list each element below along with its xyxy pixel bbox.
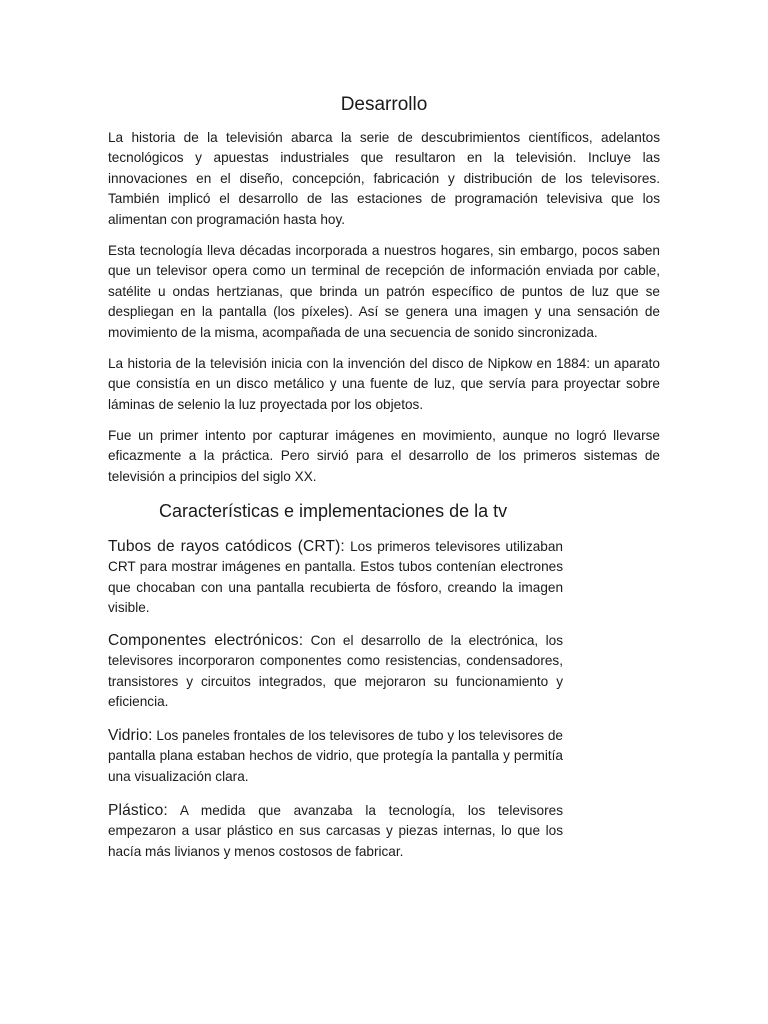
item-glass (108, 726, 563, 787)
paragraph-intro: La historia de la televisión abarca la serie de descubrimientos científicos, adelantos tecnológicos y apuestas industriales que resultaron en la televisión. Incluye las innovaciones en el diseño, concepción, fabricación y distribución de los televisores. También implicó el desarrollo de las estaciones de programación televisiva que los alimentan con programación hasta hoy. (108, 130, 660, 227)
item-text: A medida que avanzaba la tecnología, los televisores empezaron a usar plástico en sus carcasas y piezas internas, lo que los hacía más livianos y menos costosos de fabricar. (108, 803, 563, 859)
item-plastic (108, 801, 563, 862)
document-title: Desarrollo (340, 94, 428, 115)
item-crt (108, 537, 563, 619)
item-text: Con el desarrollo de la electrónica, los televisores incorporaron componentes como resistencias, condensadores, transistores y circuitos integrados, que mejoraron su funcionamiento y eficiencia. (108, 633, 563, 710)
paragraph-nipkow: La historia de la televisión inicia con la invención del disco de Nipkow en 1884: un aparato que consistía en un disco metálico y una fuente de luz, que servía para proyectar sobre láminas de selenio la luz proyectada por los objetos. (108, 356, 660, 412)
section-title: Características e implementaciones de la tv (159, 501, 508, 521)
item-term: Vidrio: (108, 727, 153, 744)
item-text: Los primeros televisores utilizaban CRT para mostrar imágenes en pantalla. Estos tubos contenían electrones que chocaban con una pantalla recubierta de fósforo, creando la imagen visible. (108, 539, 563, 616)
item-term: Tubos de rayos catódicos (CRT): (108, 538, 345, 555)
item-term: Plástico: (108, 802, 168, 819)
item-electronics (108, 631, 563, 713)
paragraph-first-attempt: Fue un primer intento por capturar imágenes en movimiento, aunque no logró llevarse eficazmente a la práctica. Pero sirvió para el desarrollo de los primeros sistemas de televisión a principios del siglo XX. (108, 428, 660, 484)
item-term: Componentes electrónicos: (108, 632, 304, 649)
item-text: Los paneles frontales de los televisores de tubo y los televisores de pantalla plana estaban hechos de vidrio, que protegía la pantalla y permitía una visualización clara. (108, 728, 563, 784)
paragraph-technology: Esta tecnología lleva décadas incorporada a nuestros hogares, sin embargo, pocos saben que un televisor opera como un terminal de recepción de información enviada por cable, satélite u ondas hertzianas, que brinda un patrón específico de puntos de luz que se despliegan en la pantalla (los píxeles). Así se genera una imagen y una sensación de movimiento de la misma, acompañada de una secuencia de sonido sincronizada. (108, 243, 660, 340)
